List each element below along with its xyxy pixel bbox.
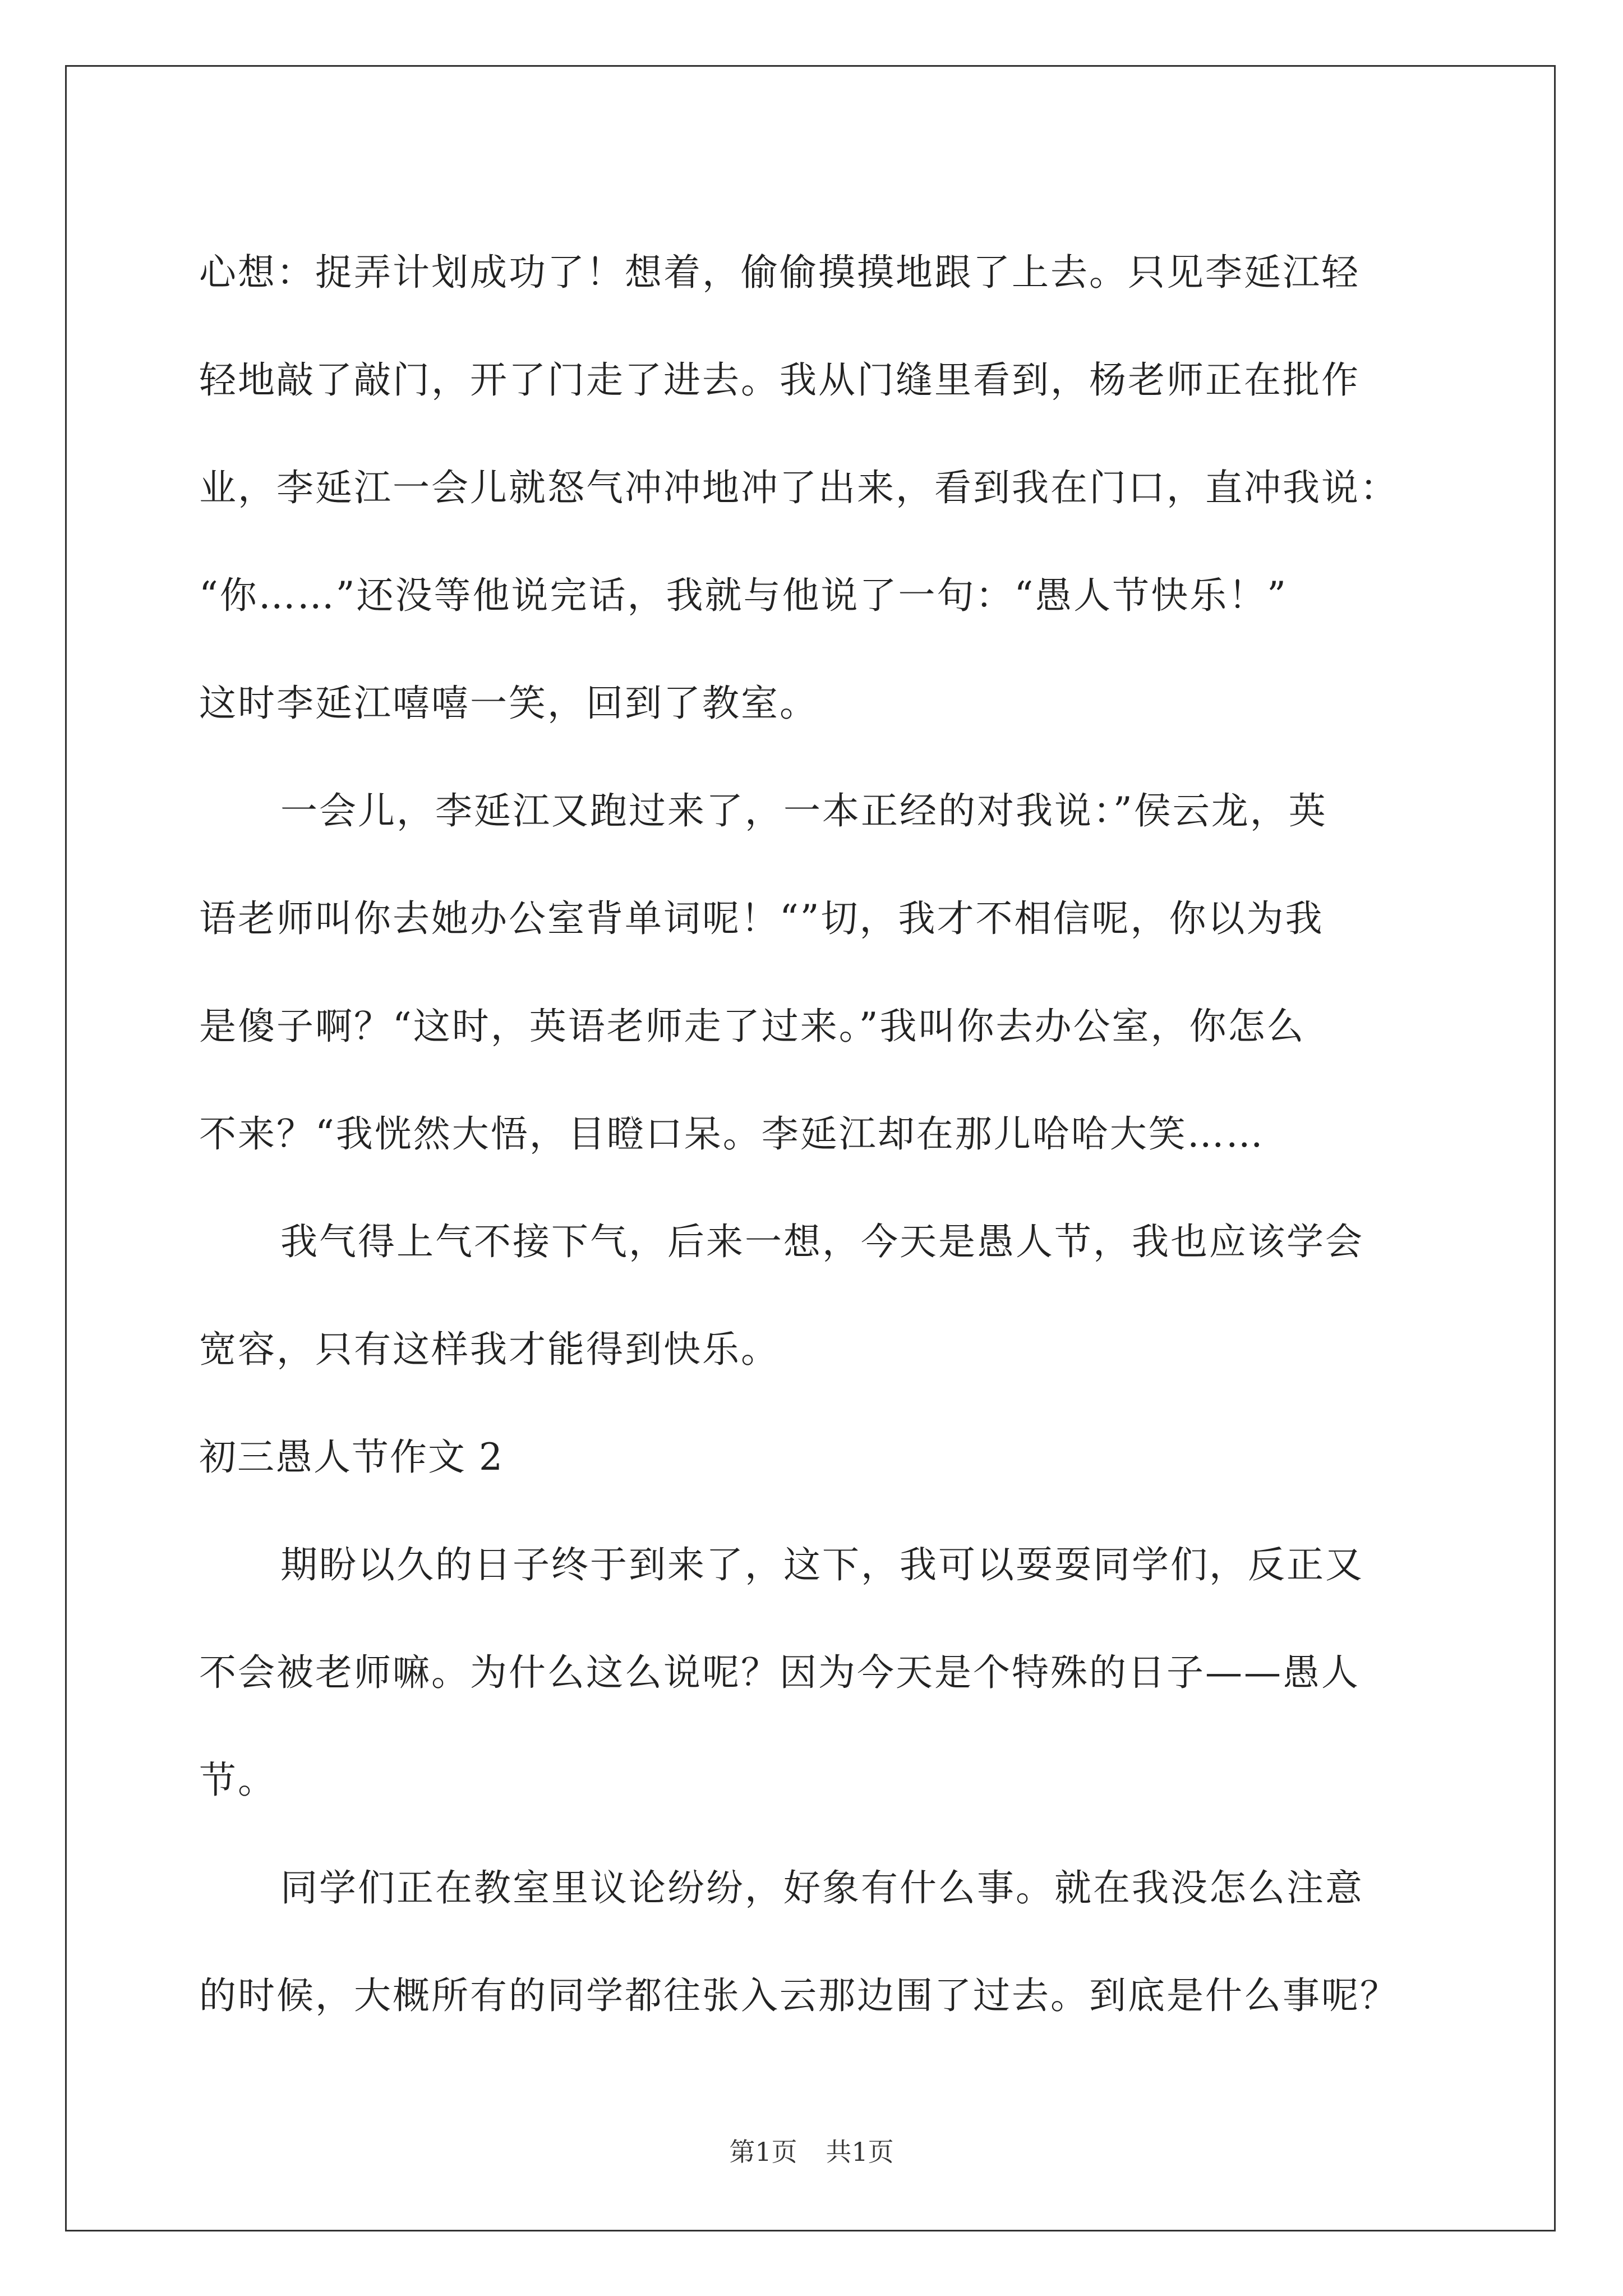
text-line: 轻地敲了敲门，开了门走了进去。我从门缝里看到，杨老师正在批作: [199, 358, 1360, 402]
paragraph-start-line: 期盼以久的日子终于到来了，这下，我可以耍耍同学们，反正又: [280, 1543, 1364, 1586]
text-line: 是傻子啊？“这时，英语老师走了过来。”我叫你去办公室，你怎么: [199, 1005, 1306, 1048]
text-line: 语老师叫你去她办公室背单词呢！“”切，我才不相信呢，你以为我: [199, 897, 1324, 940]
paragraph-start-line: 一会儿，李延江又跑过来了，一本正经的对我说：”侯云龙，英: [280, 789, 1327, 832]
text-line: 不来？“我恍然大悟，目瞪口呆。李延江却在那儿哈哈大笑……: [199, 1112, 1265, 1156]
text-line: 这时李延江嘻嘻一笑，回到了教室。: [199, 682, 818, 725]
paragraph-start-line: 我气得上气不接下气，后来一想，今天是愚人节，我也应该学会: [280, 1220, 1364, 1263]
text-line: 心想：捉弄计划成功了！想着，偷偷摸摸地跟了上去。只见李延江轻: [199, 251, 1360, 294]
text-line: 节。: [199, 1759, 276, 1802]
text-line: 宽容，只有这样我才能得到快乐。: [199, 1328, 780, 1371]
document-body: [199, 219, 1438, 2050]
text-line: 的时候，大概所有的同学都往张入云那边围了过去。到底是什么事呢？: [199, 1974, 1399, 2017]
page-number: 第1页: [729, 2137, 797, 2167]
text-line: “你……”还没等他说完话，我就与他说了一句：“愚人节快乐！”: [199, 574, 1288, 617]
text-line: 业，李延江一会儿就怒气冲冲地冲了出来，看到我在门口，直冲我说：: [199, 466, 1399, 509]
text-line: 不会被老师嘛。为什么这么说呢？因为今天是个特殊的日子——愚人: [199, 1651, 1360, 1694]
section-heading: 初三愚人节作文 2: [199, 1435, 504, 1479]
paragraph-start-line: 同学们正在教室里议论纷纷，好象有什么事。就在我没怎么注意: [280, 1866, 1364, 1910]
page-footer: [0, 2132, 1623, 2169]
page-total: 共1页: [826, 2137, 894, 2167]
